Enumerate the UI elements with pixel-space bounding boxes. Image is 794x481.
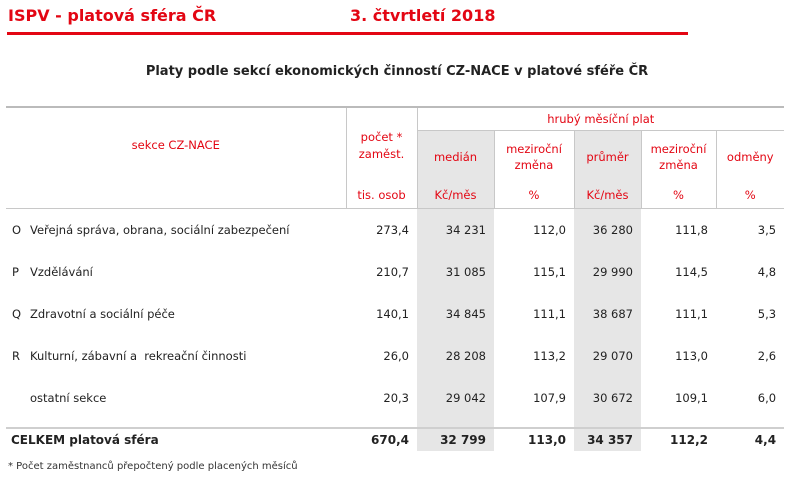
prumer-header: průměr — [574, 131, 641, 184]
prumer-unit: Kč/měs — [574, 183, 641, 209]
row-code: R — [12, 349, 20, 363]
row-mezirocni-2: 111,8 — [675, 223, 708, 237]
row-odmeny: 2,6 — [757, 349, 777, 363]
row-odmeny: 5,3 — [757, 307, 777, 321]
header-divider — [7, 32, 688, 35]
total-row — [6, 428, 784, 451]
row-pocet: 273,4 — [376, 223, 409, 237]
row-prumer: 29 990 — [574, 251, 641, 293]
row-mezirocni-2: 109,1 — [675, 391, 708, 405]
row-mezirocni-2: 114,5 — [675, 265, 708, 279]
row-odmeny: 3,5 — [757, 223, 777, 237]
row-pocet: 20,3 — [383, 391, 409, 405]
row-pocet: 210,7 — [376, 265, 409, 279]
row-code: P — [12, 265, 19, 279]
total-pocet: 670,4 — [371, 433, 409, 447]
total-prumer: 34 357 — [574, 428, 641, 451]
row-mezirocni-1: 111,1 — [533, 307, 566, 321]
row-name: Kulturní, zábavní a rekreační činnosti — [30, 349, 247, 363]
row-mezirocni-1: 113,2 — [533, 349, 566, 363]
row-pocet: 140,1 — [376, 307, 409, 321]
row-pocet: 26,0 — [383, 349, 409, 363]
row-name: Veřejná správa, obrana, sociální zabezpečení — [30, 223, 290, 237]
mezirocni-header-2: meziroční změna — [641, 131, 716, 184]
salary-table — [6, 106, 784, 451]
row-mezirocni-1: 115,1 — [533, 265, 566, 279]
row-prumer: 38 687 — [574, 293, 641, 335]
row-mezirocni-1: 107,9 — [533, 391, 566, 405]
median-unit: Kč/měs — [417, 183, 494, 209]
mezirocni-header-1: meziroční změna — [494, 131, 574, 184]
table-row — [6, 251, 784, 293]
row-name: Zdravotní a sociální péče — [30, 307, 175, 321]
row-code: O — [12, 223, 22, 237]
sekce-header: sekce CZ-NACE — [131, 138, 220, 153]
row-odmeny: 4,8 — [757, 265, 777, 279]
report-period: 3. čtvrtletí 2018 — [350, 6, 496, 25]
total-odmeny: 4,4 — [754, 433, 777, 447]
row-code: Q — [12, 307, 22, 321]
odmeny-unit: % — [716, 183, 784, 209]
sekce-unit-empty — [6, 183, 346, 209]
row-odmeny: 6,0 — [757, 391, 777, 405]
report-title: ISPV - platová sféra ČR — [8, 6, 217, 25]
mezirocni-unit-2: % — [641, 183, 716, 209]
total-mezirocni-1: 113,0 — [528, 433, 566, 447]
row-median: 29 042 — [417, 377, 494, 419]
pocet-unit: tis. osob — [346, 183, 417, 209]
row-median: 31 085 — [417, 251, 494, 293]
median-header: medián — [417, 131, 494, 184]
row-median: 34 845 — [417, 293, 494, 335]
total-mezirocni-2: 112,2 — [670, 433, 708, 447]
table-row — [6, 377, 784, 419]
row-mezirocni-1: 112,0 — [533, 223, 566, 237]
table-row — [6, 293, 784, 335]
row-name: Vzdělávání — [30, 265, 93, 279]
table-gap — [6, 419, 784, 428]
row-mezirocni-2: 111,1 — [675, 307, 708, 321]
hruby-plat-header: hrubý měsíční plat — [417, 107, 784, 131]
total-median: 32 799 — [417, 428, 494, 451]
table-row — [6, 335, 784, 377]
mezirocni-unit-1: % — [494, 183, 574, 209]
footnote: * Počet zaměstnanců přepočtený podle placených měsíců — [8, 461, 298, 472]
row-mezirocni-2: 113,0 — [675, 349, 708, 363]
row-median: 34 231 — [417, 209, 494, 252]
row-name: ostatní sekce — [30, 391, 107, 405]
total-name: CELKEM platová sféra — [11, 433, 159, 447]
pocet-header: počet * zaměst. — [346, 107, 417, 183]
row-prumer: 30 672 — [574, 377, 641, 419]
row-prumer: 29 070 — [574, 335, 641, 377]
row-prumer: 36 280 — [574, 209, 641, 252]
table-row — [6, 209, 784, 252]
table-title: Platy podle sekcí ekonomických činností CZ-NACE v platové sféře ČR — [145, 64, 649, 79]
odmeny-header: odměny — [716, 131, 784, 184]
row-median: 28 208 — [417, 335, 494, 377]
